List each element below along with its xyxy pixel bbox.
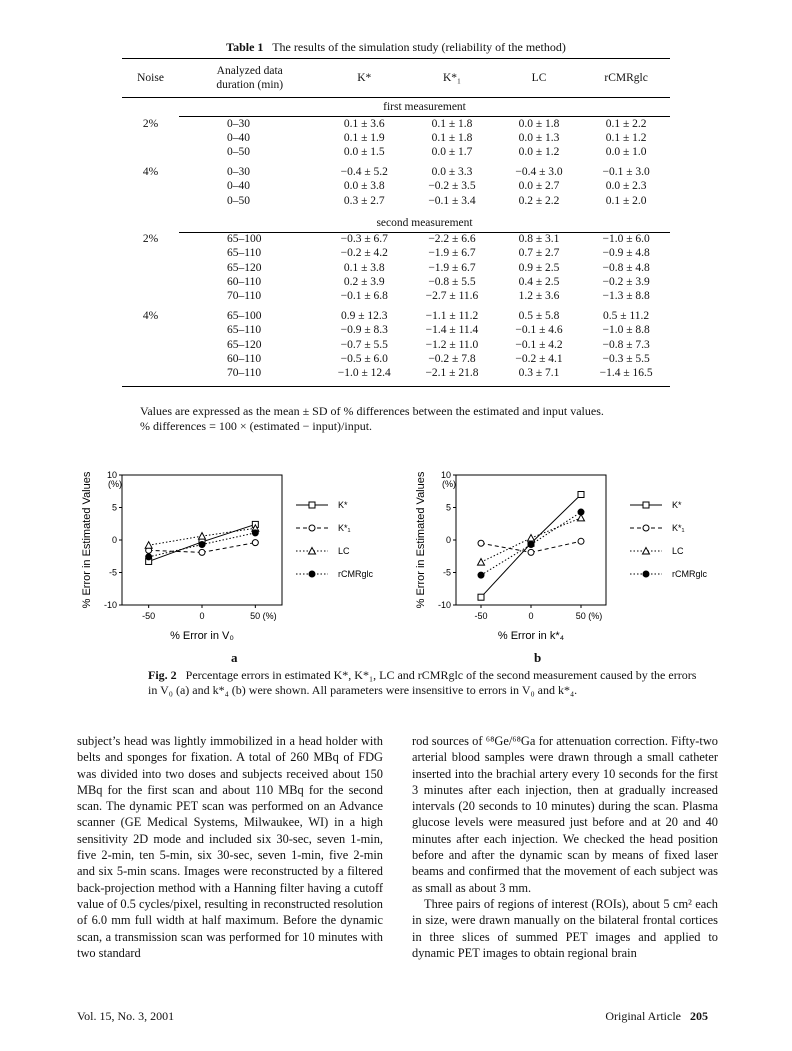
cell-value: 0.0 ± 1.7: [431, 145, 473, 158]
table-note: Values are expressed as the mean ± SD of % differences between the estimated and input values.: [140, 404, 604, 418]
y-axis-label: % Error in Estimated Values: [415, 471, 427, 609]
cell-value: 0.1 ± 1.8: [431, 131, 473, 144]
cell-value: 0.4 ± 2.5: [518, 275, 560, 288]
header-k1: K*₁: [442, 71, 462, 84]
series-2: [478, 514, 585, 565]
cell-noise: [122, 131, 179, 145]
table-row: [122, 117, 670, 131]
legend-marker: [309, 502, 315, 508]
footer-right: [605, 1009, 708, 1024]
table-row: [122, 309, 670, 323]
legend-label: LC: [672, 546, 684, 556]
cell-value: 0.1 ± 2.2: [605, 117, 647, 130]
cell-value: −0.1 ± 4.2: [515, 338, 563, 351]
cell-value: −0.3 ± 5.5: [602, 352, 650, 365]
cell-value: 0.0 ± 1.3: [518, 131, 560, 144]
x-tick-label: 50 (%): [250, 611, 277, 621]
cell-value: 0.1 ± 1.8: [431, 117, 473, 130]
cell-value: 0.7 ± 2.7: [518, 247, 560, 260]
y-tick-label: 5: [445, 502, 451, 513]
legend-marker: [309, 571, 315, 577]
cell-value: −1.0 ± 12.4: [337, 367, 391, 380]
table-label: Table 1: [226, 40, 264, 54]
cell-duration: 0–40: [227, 131, 251, 144]
series-line: [531, 541, 581, 552]
x-axis-label: % Error in k*₄: [497, 630, 565, 642]
cell-value: −0.4 ± 5.2: [340, 166, 388, 179]
table-caption: [0, 40, 792, 55]
cell-value: −1.1 ± 11.2: [425, 310, 479, 323]
y-tick-label: -5: [442, 567, 451, 578]
data-point: [199, 542, 205, 548]
data-point: [478, 559, 485, 566]
header-duration: Analyzed data duration (min): [216, 64, 284, 91]
series-line: [531, 518, 581, 538]
y-tick-label: 0: [445, 535, 451, 545]
cell-value: 0.0 ± 2.3: [605, 180, 647, 193]
legend-marker: [643, 571, 649, 577]
section-header-row: [122, 98, 670, 117]
panel-label-b: b: [534, 650, 542, 665]
chart-b-svg: [404, 463, 724, 663]
cell-noise: [122, 145, 179, 159]
cell-value: −0.3 ± 6.7: [340, 233, 388, 246]
cell-noise: 4%: [142, 166, 159, 179]
cell-duration: 0–30: [227, 117, 251, 130]
x-tick-label: 0: [199, 611, 205, 621]
x-tick-label: 0: [528, 611, 534, 621]
series-line: [531, 512, 581, 545]
cell-value: −1.3 ± 8.8: [602, 290, 650, 303]
table-row: [122, 246, 670, 260]
cell-duration: 0–40: [227, 180, 251, 193]
cell-value: 0.2 ± 3.9: [343, 275, 385, 288]
cell-value: 0.1 ± 3.8: [343, 261, 385, 274]
header-lc: LC: [531, 71, 547, 84]
table-body: [122, 98, 670, 387]
header-k: K*: [357, 71, 372, 84]
cell-duration: 65–100: [227, 310, 262, 323]
body-column-right: [412, 733, 718, 961]
cell-value: 1.2 ± 3.6: [518, 290, 560, 303]
cell-value: 0.0 ± 3.8: [343, 180, 385, 193]
body-paragraph: subject’s head was lightly immobilized in a head holder with belts and sponges for fixation. A total of 260 MBq of FDG was divided into two doses and subjects received about 150 MBq for the first scan and about 110 MBq for the second scan. The dynamic PET scan was performed on an Advance scanner (GE Medical Systems, Milwaukee, WI) in a high sensitivity 2D mode and included six 30-sec, seven 1-min, five 2-min, ten 5-min, six 30-sec, seven 1-min, five 2-min and six 5-min scans. Images were reconstructed by a filtered back-projection method with a Hanning filter having a cutoff value of 0.5 cycles/pixel, resulting in reconstructed resolution of 6.0 mm full width at half maximum. Before the dynamic scan, a transmission scan was performed for 10 minutes with two standard: [77, 734, 383, 960]
cell-value: −1.0 ± 8.8: [602, 324, 650, 337]
cell-value: 0.1 ± 2.0: [605, 194, 647, 207]
cell-value: 0.3 ± 2.7: [343, 194, 385, 207]
y-axis-label: % Error in Estimated Values: [81, 471, 93, 609]
y-tick-label: 10: [106, 470, 117, 480]
cell-noise: [122, 261, 179, 275]
data-point: [578, 492, 584, 498]
table-row: [122, 179, 670, 193]
legend-label: LC: [338, 546, 350, 556]
cell-duration: 60–110: [227, 275, 262, 288]
legend-marker: [643, 525, 649, 531]
page-number: 205: [690, 1009, 708, 1023]
data-point: [578, 538, 584, 544]
cell-value: −2.1 ± 21.8: [425, 367, 479, 380]
cell-value: −0.9 ± 4.8: [602, 247, 650, 260]
legend-label: K*₁: [338, 523, 351, 533]
x-tick-label: -50: [142, 611, 156, 621]
cell-duration: 70–110: [227, 290, 262, 303]
figure-caption-text: Percentage errors in estimated K*, K*₁, LC and rCMRglc of the second measurement caused by the errors in V₀ (a) and k*₄ (b) were shown. All parameters were insensitive to errors in V₀ and k*₄.: [148, 668, 697, 697]
section-header-row: [122, 214, 670, 233]
data-point: [528, 549, 534, 555]
data-point: [199, 549, 205, 555]
cell-noise: [122, 323, 179, 337]
legend-marker: [643, 502, 649, 508]
cell-value: −1.0 ± 6.0: [602, 233, 650, 246]
series-line: [202, 543, 255, 553]
y-tick-label: 10: [440, 470, 451, 480]
data-point: [146, 554, 152, 560]
cell-noise: [122, 246, 179, 260]
table-row: [122, 289, 670, 303]
series-line: [481, 538, 531, 562]
table-row: [122, 366, 670, 380]
section-title: first measurement: [179, 98, 670, 117]
y-unit-label: (%): [108, 479, 122, 489]
x-axis-label: % Error in V₀: [170, 630, 234, 642]
y-unit-label: (%): [442, 479, 456, 489]
cell-value: 0.9 ± 12.3: [340, 310, 388, 323]
cell-value: 0.3 ± 7.1: [518, 367, 560, 380]
body-paragraph: rod sources of ⁶⁸Ge/⁶⁸Ga for attenuation correction. Fifty-two arterial blood samples were drawn through a small catheter inserted into the brachial artery every 10 seconds for the first 3 minutes after each injection, then at gradually increased intervals (20 seconds to 10 minutes) during the scan. Plasma glucose levels were measured just before and at 20 and 40 minutes after each injection. We checked the head position before and after the dynamic scan by means of fixed laser beams and confirmed that the movement of each subject was as small as about 3 mm.: [412, 734, 718, 895]
cell-value: 0.9 ± 2.5: [518, 261, 560, 274]
table-row: [122, 352, 670, 366]
cell-value: −1.4 ± 11.4: [425, 324, 479, 337]
cell-value: 0.2 ± 2.2: [518, 194, 560, 207]
body-paragraph: Three pairs of regions of interest (ROIs), about 5 cm² each in size, were drawn manually on the bilateral frontal cortices in three slices of summed PET images and applied to dynamic PET images to obtain regional brain: [412, 896, 718, 960]
data-point: [578, 509, 584, 515]
cell-value: −0.4 ± 3.0: [515, 166, 563, 179]
cell-value: −0.2 ± 3.5: [428, 180, 476, 193]
table-notes: [140, 404, 604, 434]
y-tick-label: -5: [108, 567, 117, 578]
cell-noise: [122, 179, 179, 193]
cell-value: −0.2 ± 3.9: [602, 275, 650, 288]
cell-value: −0.8 ± 4.8: [602, 261, 650, 274]
cell-duration: 65–120: [227, 338, 262, 351]
cell-value: −0.9 ± 8.3: [340, 324, 388, 337]
cell-duration: 65–120: [227, 261, 262, 274]
cell-value: 0.5 ± 11.2: [603, 310, 650, 323]
legend-label: K*: [672, 500, 682, 510]
cell-duration: 0–50: [227, 194, 251, 207]
figure-panel-b: [404, 463, 724, 663]
table-row: [122, 194, 670, 208]
cell-value: −0.1 ± 6.8: [340, 290, 388, 303]
figure-label: Fig. 2: [148, 668, 177, 682]
legend-label: rCMRglc: [338, 569, 373, 579]
table-note: % differences = 100 × (estimated − input)/input.: [140, 419, 373, 433]
cell-value: −1.9 ± 6.7: [428, 247, 476, 260]
cell-duration: 0–30: [227, 166, 251, 179]
series-3: [478, 509, 584, 578]
cell-noise: [122, 289, 179, 303]
cell-value: 0.1 ± 1.2: [605, 131, 647, 144]
section-title: second measurement: [179, 214, 670, 233]
table-row: [122, 323, 670, 337]
cell-value: −0.2 ± 7.8: [428, 352, 476, 365]
cell-value: −0.1 ± 4.6: [515, 324, 563, 337]
results-table: [122, 58, 670, 387]
cell-noise: [122, 352, 179, 366]
legend-label: K*: [338, 500, 348, 510]
cell-value: −0.2 ± 4.1: [515, 352, 563, 365]
cell-value: −0.1 ± 3.0: [602, 166, 650, 179]
table-bottom-rule: [122, 386, 670, 387]
figure-caption: [148, 668, 708, 698]
cell-value: 0.0 ± 3.3: [431, 166, 473, 179]
cell-noise: [122, 194, 179, 208]
x-tick-label: -50: [474, 611, 488, 621]
cell-duration: 0–50: [227, 145, 251, 158]
cell-value: −0.1 ± 3.4: [428, 194, 476, 207]
cell-value: −0.2 ± 4.2: [340, 247, 388, 260]
cell-duration: 65–100: [227, 233, 262, 246]
y-tick-label: -10: [103, 600, 117, 610]
table-row: [122, 261, 670, 275]
y-tick-label: -10: [437, 600, 451, 610]
data-point: [528, 542, 534, 548]
data-point: [252, 530, 258, 536]
data-point: [478, 540, 484, 546]
table-row: [122, 338, 670, 352]
table-row: [122, 145, 670, 159]
figure-panel-a: [74, 463, 374, 663]
panel-label-a: a: [231, 650, 238, 665]
series-line: [202, 524, 255, 542]
legend-label: K*₁: [672, 523, 685, 533]
cell-duration: 65–110: [227, 247, 262, 260]
data-point: [478, 594, 484, 600]
header-noise: Noise: [137, 71, 164, 84]
data-point: [478, 572, 484, 578]
series-line: [149, 536, 202, 545]
cell-value: 0.8 ± 3.1: [518, 233, 560, 246]
table-row: [122, 165, 670, 179]
series-line: [531, 495, 581, 544]
cell-value: 0.0 ± 1.2: [518, 145, 560, 158]
cell-noise: 2%: [142, 117, 159, 130]
series-line: [481, 543, 531, 552]
data-point: [528, 535, 535, 542]
cell-value: −0.8 ± 7.3: [602, 338, 650, 351]
cell-noise: [122, 338, 179, 352]
cell-value: −2.2 ± 6.6: [428, 233, 476, 246]
cell-duration: 65–110: [227, 324, 262, 337]
header-rcmrglc: rCMRglc: [604, 71, 648, 84]
cell-value: −1.2 ± 11.0: [425, 338, 479, 351]
cell-value: −0.7 ± 5.5: [340, 338, 388, 351]
table-header-row: [122, 59, 670, 98]
cell-value: 0.0 ± 1.8: [518, 117, 560, 130]
footer-section: Original Article: [605, 1009, 681, 1023]
cell-value: −0.5 ± 6.0: [340, 352, 388, 365]
cell-noise: 4%: [142, 310, 159, 323]
cell-noise: 2%: [142, 233, 159, 246]
cell-duration: 70–110: [227, 367, 262, 380]
cell-duration: 60–110: [227, 352, 262, 365]
table-row: [122, 131, 670, 145]
chart-a-svg: [74, 463, 374, 663]
table-row: [122, 232, 670, 246]
cell-noise: [122, 275, 179, 289]
cell-value: 0.0 ± 1.0: [605, 145, 647, 158]
y-tick-label: 0: [111, 535, 117, 545]
footer-volume: Vol. 15, No. 3, 2001: [77, 1009, 175, 1023]
x-tick-label: 50 (%): [575, 611, 603, 621]
cell-value: −0.8 ± 5.5: [428, 275, 476, 288]
cell-value: −1.9 ± 6.7: [428, 261, 476, 274]
table-row: [122, 275, 670, 289]
data-point: [199, 533, 206, 540]
cell-value: 0.1 ± 1.9: [343, 131, 385, 144]
cell-value: 0.0 ± 1.5: [343, 145, 385, 158]
table-title: The results of the simulation study (reliability of the method): [272, 40, 566, 54]
y-tick-label: 5: [111, 502, 117, 513]
cell-value: −2.7 ± 11.6: [425, 290, 479, 303]
cell-value: −1.4 ± 16.5: [599, 367, 653, 380]
cell-value: 0.0 ± 2.7: [518, 180, 560, 193]
legend-marker: [309, 525, 315, 531]
cell-noise: [122, 366, 179, 380]
data-point: [145, 542, 152, 549]
data-point: [252, 540, 258, 546]
legend-label: rCMRglc: [672, 569, 707, 579]
body-column-left: [77, 733, 383, 961]
cell-value: 0.5 ± 5.8: [518, 310, 560, 323]
cell-value: 0.1 ± 3.6: [343, 117, 385, 130]
